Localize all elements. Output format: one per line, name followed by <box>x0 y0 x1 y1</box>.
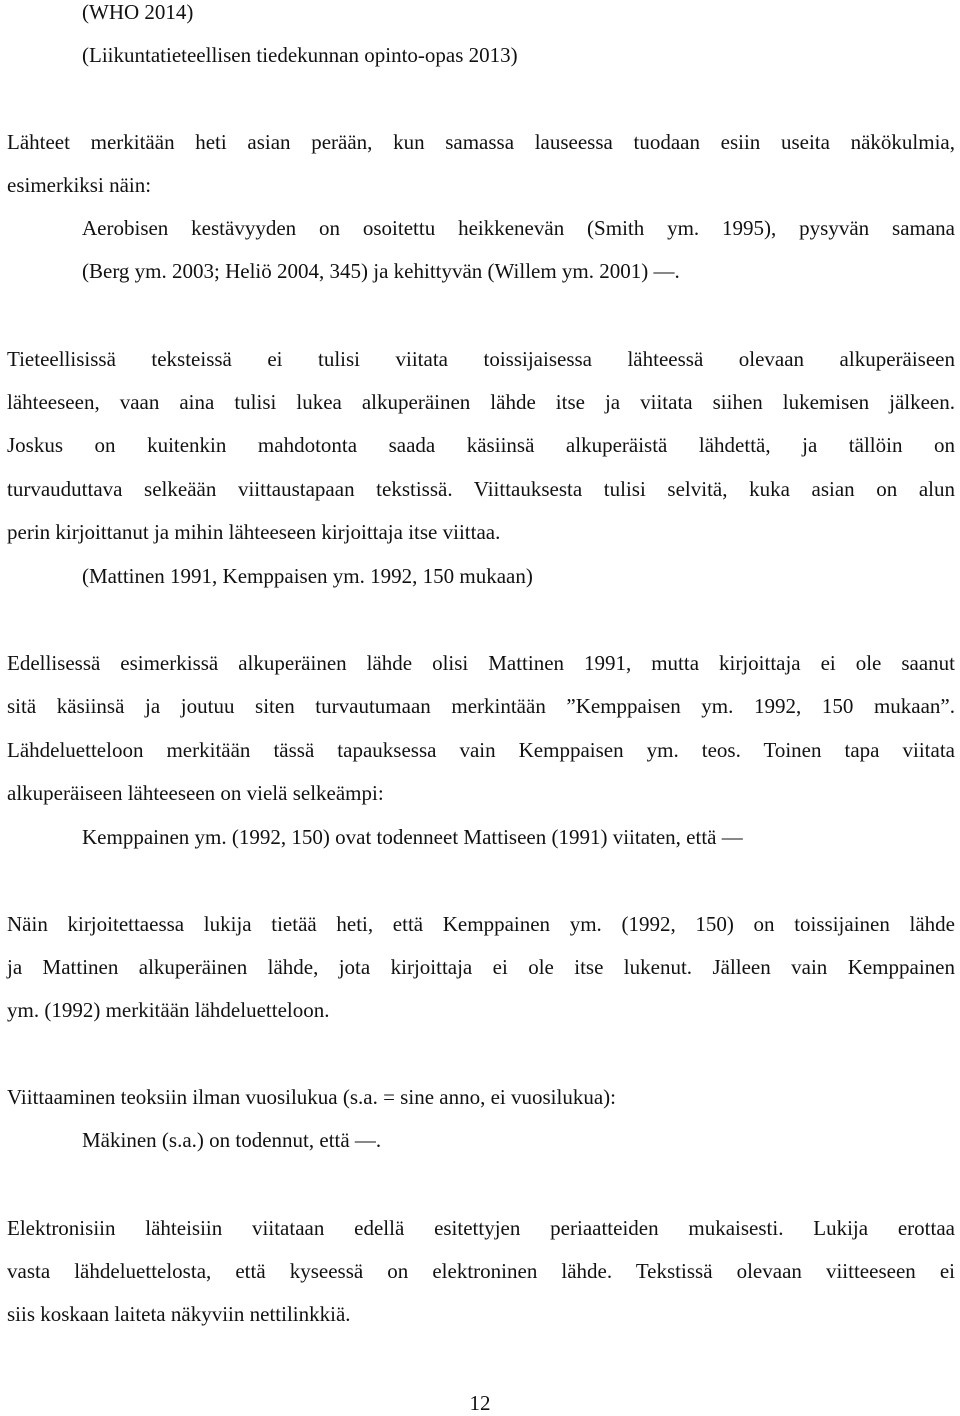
page-number: 12 <box>469 1391 491 1415</box>
paragraph-line: turvauduttava selkeään viittaustapaan tekstissä. Viittauksesta tulisi selvitä, kuka asian on alun <box>7 477 955 501</box>
example-line: (Berg ym. 2003; Heliö 2004, 345) ja kehittyvän (Willem ym. 2001) —. <box>82 259 680 283</box>
paragraph-line: ym. (1992) merkitään lähdeluetteloon. <box>7 998 330 1022</box>
paragraph-line: Näin kirjoitettaessa lukija tietää heti, että Kemppainen ym. (1992, 150) on toissijainen lähde <box>7 912 955 936</box>
paragraph-line: Lähdeluetteloon merkitään tässä tapauksessa vain Kemppaisen ym. teos. Toinen tapa viitata <box>7 738 955 762</box>
paragraph-line: siis koskaan laiteta näkyviin nettilinkkiä. <box>7 1302 351 1326</box>
paragraph-line: ja Mattinen alkuperäinen lähde, jota kirjoittaja ei ole itse lukenut. Jälleen vain Kemppainen <box>7 955 955 979</box>
paragraph-line: sitä käsiinsä ja joutuu siten turvautumaan merkintään ”Kemppaisen ym. 1992, 150 mukaan”. <box>7 694 955 718</box>
paragraph-line: Edellisessä esimerkissä alkuperäinen lähde olisi Mattinen 1991, mutta kirjoittaja ei ole saanut <box>7 651 955 675</box>
reference-opinto-opas: (Liikuntatieteellisen tiedekunnan opinto-opas 2013) <box>82 43 518 67</box>
reference-who: (WHO 2014) <box>82 0 194 24</box>
paragraph-line: Viittaaminen teoksiin ilman vuosilukua (s.a. = sine anno, ei vuosilukua): <box>7 1085 616 1109</box>
example-line: Mäkinen (s.a.) on todennut, että —. <box>82 1128 382 1152</box>
paragraph-line: Joskus on kuitenkin mahdotonta saada käsiinsä alkuperäistä lähdettä, ja tällöin on <box>7 433 955 457</box>
paragraph-line: vasta lähdeluettelosta, että kyseessä on elektroninen lähde. Tekstissä olevaan viitteeseen ei <box>7 1259 955 1283</box>
paragraph-line: Lähteet merkitään heti asian perään, kun samassa lauseessa tuodaan esiin useita näkökulmia, <box>7 130 955 154</box>
example-line: Kemppainen ym. (1992, 150) ovat todenneet Mattiseen (1991) viitaten, että — <box>82 825 743 849</box>
paragraph-line: Elektronisiin lähteisiin viitataan edellä esitettyjen periaatteiden mukaisesti. Lukija erottaa <box>7 1216 955 1240</box>
paragraph-line: alkuperäiseen lähteeseen on vielä selkeämpi: <box>7 781 384 805</box>
paragraph-line: esimerkiksi näin: <box>7 173 152 197</box>
example-line: Aerobisen kestävyyden on osoitettu heikkenevän (Smith ym. 1995), pysyvän samana <box>82 216 955 240</box>
paragraph-line: perin kirjoittanut ja mihin lähteeseen kirjoittaja itse viittaa. <box>7 520 501 544</box>
paragraph-line: lähteeseen, vaan aina tulisi lukea alkuperäinen lähde itse ja viitata siihen lukemisen jälkeen. <box>7 390 955 414</box>
paragraph-line: Tieteellisissä teksteissä ei tulisi viitata toissijaisessa lähteessä olevaan alkuperäiseen <box>7 347 955 371</box>
example-reference: (Mattinen 1991, Kemppaisen ym. 1992, 150 mukaan) <box>82 564 533 588</box>
